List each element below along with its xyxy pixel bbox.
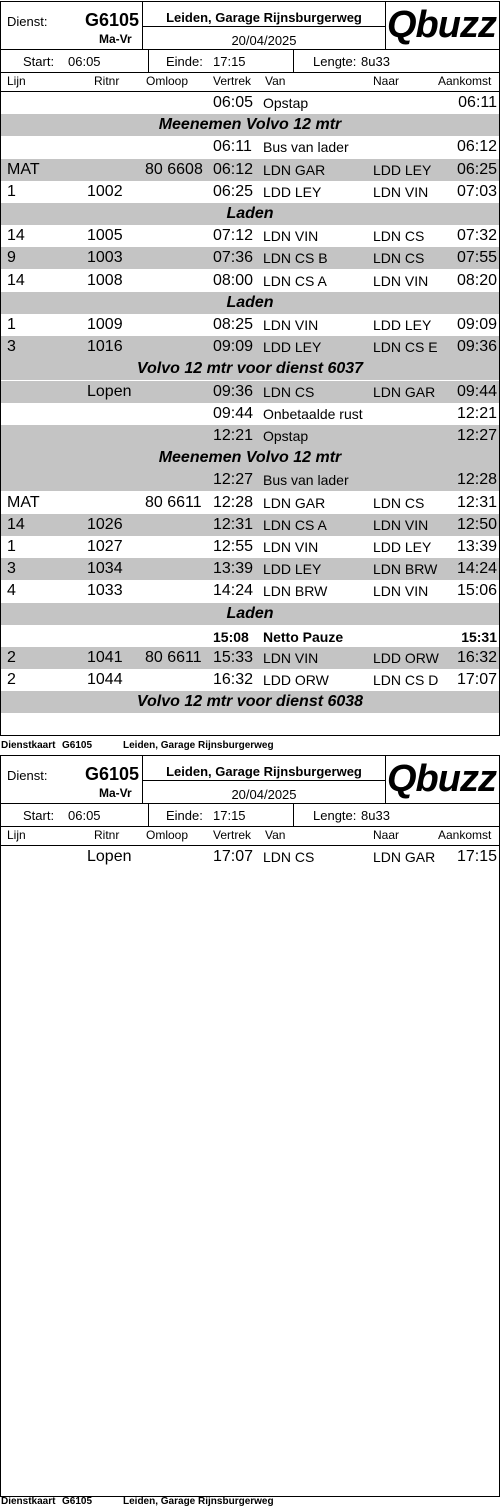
cell-aankomst: 12:31 [456,493,497,511]
column-headers [1,827,499,846]
cell-vertrek: 15:33 [213,649,254,666]
schedule-row [1,247,499,269]
length-value: 8u33 [361,54,390,69]
cell-van: LDN BRW [263,583,328,600]
cell-lijn: 1 [7,316,16,333]
schedule-row [1,580,499,602]
section-header [1,114,499,136]
cell-naar: LDN GAR [373,383,436,400]
cell-ritnr: 1003 [87,249,123,267]
cell-van: LDN CS B [263,250,328,267]
footer-location: Leiden, Garage Rijnsburgerweg [123,1496,274,1507]
cell-lijn: 14 [7,227,25,245]
schedule-row [1,403,499,425]
end-time: 17:15 [213,54,246,69]
cell-vertrek: 09:44 [213,404,254,422]
cell-aankomst: 15:06 [456,582,497,600]
cell-aankomst: 13:39 [456,538,497,555]
shift-info [1,50,499,73]
end-label: Einde: [166,808,203,823]
cell-aankomst: 06:11 [458,94,497,111]
cell-vertrek: 17:07 [213,848,254,865]
dienst-label: Dienst: [7,14,48,29]
cell-van: LDN CS [263,383,315,400]
cell-vertrek: 06:05 [213,94,254,111]
col-ritnr: Ritnr [94,828,120,842]
schedule-row [1,669,499,691]
divider [293,50,294,72]
cell-aankomst: 12:50 [456,515,497,533]
cell-lijn: 3 [7,560,16,578]
column-headers [1,73,499,92]
cell-vertrek: 07:36 [213,249,254,267]
cell-naar: LDN VIN [373,183,429,200]
footer-location: Leiden, Garage Rijnsburgerweg [123,740,274,751]
col-ritnr: Ritnr [94,74,120,88]
schedule-row [1,314,499,336]
schedule-row [1,92,499,114]
col-naar: Naar [373,74,400,88]
schedule-row [1,181,499,203]
cell-aankomst: 09:09 [456,316,497,333]
cell-vertrek: 16:32 [213,671,254,689]
date: 20/04/2025 [231,33,297,48]
schedule-row [1,136,499,158]
cell-ritnr: Lopen [87,382,132,400]
cell-aankomst: 14:24 [456,560,497,578]
cell-ritnr: 1034 [87,560,123,578]
schedule-row [1,514,499,536]
section-title: Meenemen Volvo 12 mtr [158,116,342,134]
cell-aankomst: 15:31 [461,628,497,645]
cell-aankomst: 16:32 [456,649,497,666]
cell-aankomst: 08:20 [456,271,497,289]
dienst-code: G6105 [85,764,140,784]
section-header [1,292,499,314]
cell-vertrek: 08:00 [213,271,254,289]
start-time: 06:05 [68,808,101,823]
cell-naar: LDN CS [373,494,425,511]
dienst-days: Ma-Vr [99,786,132,800]
section-title: Volvo 12 mtr voor dienst 6037 [136,360,364,378]
cell-vertrek: 14:24 [213,582,254,600]
cell-van: Onbetaalde rust [263,405,363,422]
cell-van: Opstap [263,95,309,111]
footer-label: Dienstkaart [1,740,56,751]
cell-naar: LDD ORW [373,650,439,666]
section-header [1,691,499,713]
section-header [1,447,499,469]
cell-naar: LDN CS E [373,339,438,356]
cell-ritnr: 1044 [87,671,123,689]
col-vertrek: Vertrek [213,828,252,842]
col-van: Van [265,828,286,842]
schedule-row [1,469,499,491]
cell-vertrek: 13:39 [213,560,254,578]
cell-lijn: 14 [7,271,25,289]
cell-naar: LDD LEY [373,317,432,333]
divider [385,2,386,49]
end-time: 17:15 [213,808,246,823]
divider [142,26,385,27]
col-naar: Naar [373,828,400,842]
cell-ritnr: 1002 [87,182,123,200]
cell-naar: LDN CS D [373,672,439,689]
cell-lijn: 1 [7,182,16,200]
cell-van: LDD LEY [263,183,322,200]
start-label: Start: [23,808,55,823]
dienst-days: Ma-Vr [99,32,132,46]
cell-vertrek: 12:27 [213,471,254,489]
cell-aankomst: 17:07 [456,671,497,689]
cell-vertrek: 06:12 [213,160,254,178]
cell-vertrek: 15:08 [213,628,249,645]
cell-van: Netto Pauze [263,628,344,645]
col-aankomst: Aankomst [438,74,492,88]
cell-lijn: 2 [7,649,16,666]
header [1,2,499,50]
divider [293,804,294,826]
cell-vertrek: 12:31 [213,515,254,533]
section-header [1,603,499,625]
cell-ritnr: 1008 [87,271,123,289]
footer-label: Dienstkaart [1,1496,56,1507]
cell-ritnr: 1005 [87,227,123,245]
cell-vertrek: 06:25 [213,182,254,200]
cell-ritnr: 1033 [87,582,123,600]
cell-naar: LDN GAR [373,849,436,865]
cell-naar: LDD LEY [373,539,432,555]
cell-lijn: 2 [7,671,16,689]
cell-van: LDD LEY [263,339,322,356]
cell-vertrek: 07:12 [213,227,254,245]
shift-info [1,804,499,827]
cell-aankomst: 07:55 [456,249,497,267]
cell-naar: LDN VIN [373,272,429,289]
schedule-row [1,159,499,181]
length-value: 8u33 [361,808,390,823]
cell-aankomst: 07:32 [456,227,497,245]
location: Leiden, Garage Rijnsburgerweg [166,764,362,779]
schedule-row [1,270,499,292]
cell-ritnr: Lopen [87,848,132,865]
cell-aankomst: 12:28 [456,471,497,489]
cell-van: Bus van lader [263,139,349,156]
start-time: 06:05 [68,54,101,69]
cell-naar: LDN CS [373,228,425,245]
dienstkaart-frame [0,1,500,736]
col-lijn: Lijn [7,74,26,88]
qbuzz-logo: Qbuzz [387,758,496,800]
section-header [1,358,499,380]
cell-aankomst: 06:25 [456,160,497,178]
cell-lijn: 14 [7,515,25,533]
cell-vertrek: 12:55 [213,538,254,555]
cell-vertrek: 09:36 [213,382,254,400]
col-van: Van [265,74,286,88]
cell-van: LDN VIN [263,650,319,666]
cell-aankomst: 09:44 [456,382,497,400]
cell-van: LDD LEY [263,561,322,578]
qbuzz-logo: Qbuzz [387,4,496,46]
schedule-row [1,225,499,247]
cell-van: LDN CS [263,849,315,865]
cell-aankomst: 12:21 [456,404,497,422]
length-label: Lengte: [313,54,357,69]
cell-naar: LDN BRW [373,561,438,578]
cell-aankomst: 17:15 [456,848,497,865]
cell-van: Opstap [263,428,309,444]
dienstkaart-frame [0,755,500,1497]
schedule-row [1,336,499,358]
divider [142,780,385,781]
col-aankomst: Aankomst [438,828,492,842]
schedule-row [1,846,499,868]
dienst-label: Dienst: [7,768,48,783]
schedule-row [1,647,499,669]
cell-lijn: 1 [7,538,16,555]
cell-van: LDN VIN [263,317,319,333]
cell-vertrek: 09:09 [213,338,254,356]
dienst-code: G6105 [85,10,140,30]
section-title: Laden [226,604,274,622]
cell-van: LDN VIN [263,539,319,555]
cell-vertrek: 06:11 [213,138,252,156]
length-label: Lengte: [313,808,357,823]
footer-code: G6105 [62,740,93,751]
location: Leiden, Garage Rijnsburgerweg [166,10,362,25]
cell-van: LDN VIN [263,228,319,245]
schedule-row [1,381,499,403]
cell-lijn: 9 [7,249,16,267]
cell-naar: LDN VIN [373,583,429,600]
start-label: Start: [23,54,55,69]
col-lijn: Lijn [7,828,26,842]
schedule-row [1,625,499,647]
cell-lijn: MAT [7,160,40,178]
cell-naar: LDD LEY [373,161,432,178]
cell-van: LDD ORW [263,672,329,689]
cell-omloop: 80 6611 [145,649,202,666]
cell-omloop: 80 6611 [145,493,202,511]
cell-aankomst: 12:27 [456,427,497,444]
col-omloop: Omloop [146,828,189,842]
cell-aankomst: 09:36 [456,338,497,356]
footer-code: G6105 [62,1496,93,1507]
cell-lijn: MAT [7,493,40,511]
divider [148,50,149,72]
cell-vertrek: 12:28 [213,493,254,511]
divider [148,804,149,826]
section-title: Laden [226,293,274,311]
schedule-row [1,492,499,514]
cell-lijn: 3 [7,338,16,356]
cell-van: LDN CS A [263,516,327,533]
cell-ritnr: 1026 [87,515,123,533]
date: 20/04/2025 [231,787,297,802]
cell-ritnr: 1027 [87,538,123,555]
cell-vertrek: 08:25 [213,316,254,333]
cell-van: LDN GAR [263,494,326,511]
schedule-row [1,536,499,558]
section-title: Meenemen Volvo 12 mtr [158,449,342,467]
cell-aankomst: 07:03 [456,182,497,200]
cell-lijn: 4 [7,582,16,600]
col-omloop: Omloop [146,74,189,88]
header [1,756,499,804]
cell-omloop: 80 6608 [145,160,203,178]
schedule-row [1,558,499,580]
cell-ritnr: 1009 [87,316,123,333]
cell-vertrek: 12:21 [213,427,254,444]
cell-aankomst: 06:12 [456,138,497,156]
section-header [1,203,499,225]
section-title: Laden [226,205,274,222]
schedule-row [1,425,499,447]
end-label: Einde: [166,54,203,69]
cell-naar: LDN CS [373,250,425,267]
col-vertrek: Vertrek [213,74,252,88]
cell-naar: LDN VIN [373,516,429,533]
cell-van: Bus van lader [263,472,349,489]
divider [385,756,386,803]
cell-ritnr: 1016 [87,338,123,356]
cell-ritnr: 1041 [87,649,123,666]
cell-van: LDN CS A [263,272,327,289]
section-title: Volvo 12 mtr voor dienst 6038 [136,693,364,711]
cell-van: LDN GAR [263,161,326,178]
